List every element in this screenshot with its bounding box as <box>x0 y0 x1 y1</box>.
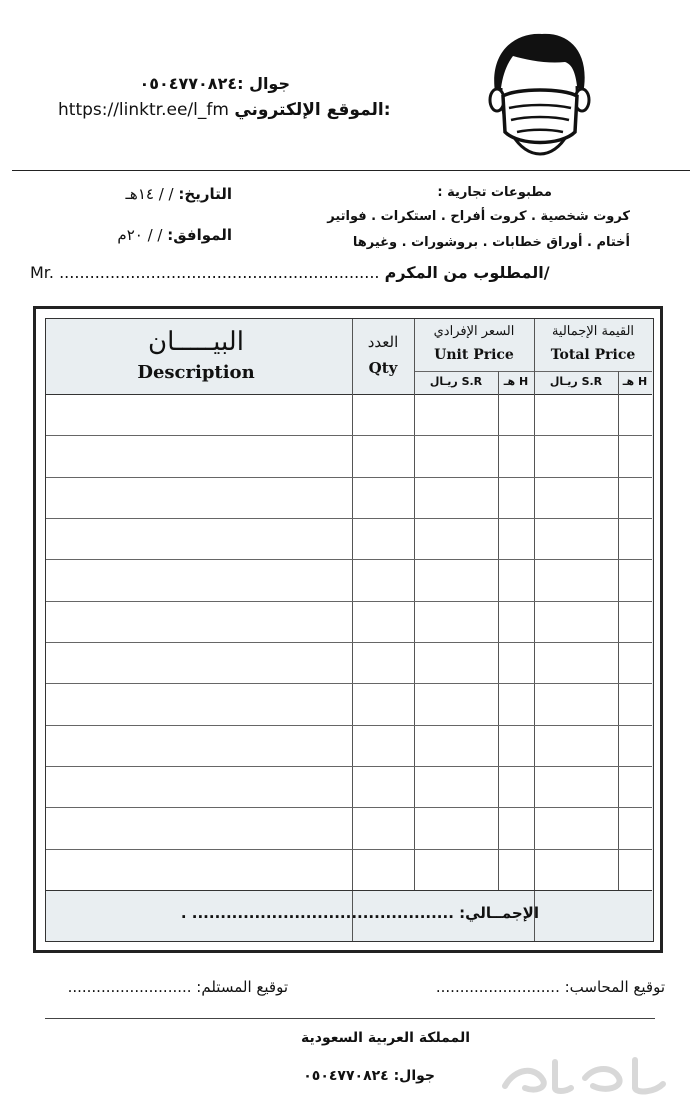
column-line <box>618 371 619 890</box>
table-row-line <box>46 642 652 643</box>
masked-face-logo-icon <box>487 30 593 160</box>
date-field <box>22 185 232 203</box>
gregorian-blank: / / ٢٠م <box>117 226 163 244</box>
date-label: التاريخ: <box>178 185 232 203</box>
website-url[interactable]: https://linktr.ee/l_fm <box>58 100 229 120</box>
header-bottom-line <box>46 394 652 395</box>
header-phone: جوال :٠٥٠٤٧٧٠٨٢٤ <box>139 74 290 93</box>
kingdom-text: المملكة العربية السعودية <box>301 1030 470 1046</box>
unit-riyal-header: ريـال S.R <box>429 375 483 388</box>
table-row-line <box>46 725 652 726</box>
customer-label: المطلوب من المكرم/ <box>384 263 550 282</box>
column-line <box>414 319 415 890</box>
invoice-table <box>45 318 654 942</box>
column-line <box>498 371 499 890</box>
gregorian-date-field <box>22 226 232 244</box>
watermark-logo-icon <box>495 1048 675 1098</box>
footer-phone: جوال: ٠٥٠٤٧٧٠٨٢٤ <box>303 1068 435 1084</box>
table-row-line <box>46 435 652 436</box>
receiver-signature: توقيع المستلم: .......................... <box>67 978 288 996</box>
qty-header-en: Qty <box>368 359 398 377</box>
business-services-line-1: كروت شخصية . كروت أفراح . استكرات . فواتير <box>327 209 630 224</box>
customer-dots: ............................................................... <box>59 263 380 282</box>
unit-halala-header: هـ H <box>503 375 529 388</box>
table-row-line <box>46 559 652 560</box>
table-row-line <box>46 766 652 767</box>
table-row-line <box>46 518 652 519</box>
description-header-en: Description <box>137 362 255 383</box>
total-price-header-en: Total Price <box>550 347 636 363</box>
table-row-line <box>46 477 652 478</box>
customer-name-line <box>30 263 670 282</box>
table-row-line <box>46 683 652 684</box>
mr-label: Mr. <box>30 263 54 282</box>
table-row-line <box>46 601 652 602</box>
description-header-ar: البيـــــان <box>148 327 244 357</box>
gregorian-label: الموافق: <box>167 226 232 244</box>
table-row-line <box>46 849 652 850</box>
price-subheader-line <box>414 371 652 372</box>
unit-price-header-en: Unit Price <box>434 347 514 363</box>
website-label: الموقع الإلكتروني: <box>234 100 391 120</box>
table-row-line <box>46 807 652 808</box>
unit-price-header-ar: السعر الإفرادي <box>433 324 515 339</box>
business-services-line-2: أختام . أوراق خطابات . بروشورات . وغيرها <box>352 235 630 250</box>
accountant-signature: توقيع المحاسب: .......................... <box>435 978 665 996</box>
footer-divider <box>45 1018 655 1019</box>
total-row-top-line <box>46 890 652 891</box>
business-title: مطبوعات تجارية : <box>437 185 552 200</box>
qty-header-ar: العدد <box>367 333 399 351</box>
total-price-header-ar: القيمة الإجمالية <box>551 324 635 339</box>
total-riyal-header: ريـال S.R <box>549 375 603 388</box>
header-divider <box>12 170 690 171</box>
grand-total-label: الإجمــالي: .............................................. . <box>180 904 539 922</box>
header-website <box>58 100 398 120</box>
total-halala-header: هـ H <box>622 375 648 388</box>
date-blank: / / ١٤هـ <box>125 185 174 203</box>
